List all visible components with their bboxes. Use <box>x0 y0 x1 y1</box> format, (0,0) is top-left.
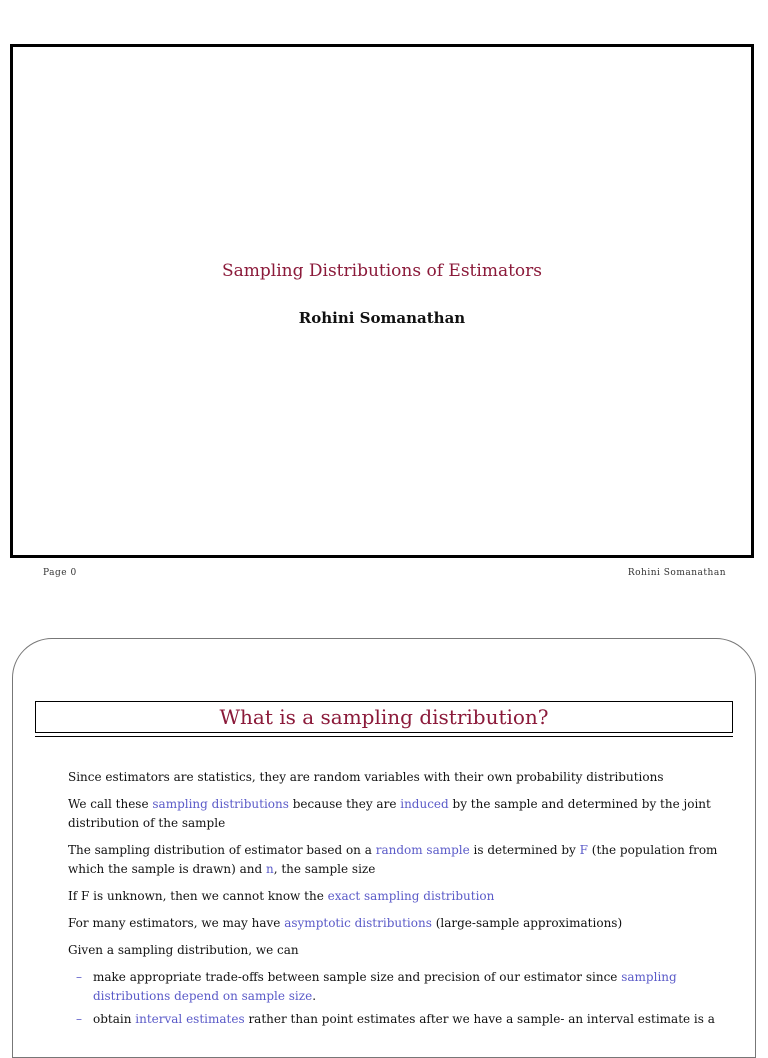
bullet-dash: – <box>76 970 82 984</box>
heading-divider <box>35 736 733 737</box>
text: We call these <box>68 797 153 811</box>
text: obtain <box>93 1012 136 1026</box>
highlight-term: sampling distributions <box>152 797 289 811</box>
paragraph-3 <box>68 841 730 879</box>
paragraph-4 <box>68 887 730 906</box>
paragraph-6: Given a sampling distribution, we can <box>68 943 299 957</box>
text: because they are <box>288 797 401 811</box>
title-slide <box>10 44 754 558</box>
text: . <box>312 989 317 1003</box>
text: by the sample and determined by the joint distribution of the sample <box>68 797 711 830</box>
paragraph-2 <box>68 795 730 833</box>
highlight-term: n <box>265 862 274 876</box>
highlight-term: exact sampling distribution <box>327 889 495 903</box>
highlight-term: asymptotic distributions <box>284 916 432 930</box>
text: is determined by <box>469 843 580 857</box>
text: (large-sample approximations) <box>431 916 623 930</box>
text: If F is unknown, then we cannot know the <box>68 889 328 903</box>
text: For many estimators, we may have <box>68 916 285 930</box>
slide-author: Rohini Somanathan <box>298 309 466 327</box>
slide-heading: What is a sampling distribution? <box>35 701 733 733</box>
bullet-item <box>68 1010 730 1029</box>
slide-content <box>68 768 730 1033</box>
bullet-list <box>68 968 730 1029</box>
footer-author: Rohini Somanathan <box>627 568 726 578</box>
text: make appropriate trade-offs between sample size and precision of our estimator since <box>93 970 622 984</box>
paragraph-1: Since estimators are statistics, they are random variables with their own probability distributions <box>68 770 664 784</box>
highlight-term: random sample <box>375 843 470 857</box>
text: (the population from which the sample is drawn) and <box>68 843 718 876</box>
text: rather than point estimates after we have a sample- an interval estimate is a <box>244 1012 715 1026</box>
page-number: Page 0 <box>43 568 77 578</box>
text: , the sample size <box>273 862 376 876</box>
highlight-term: induced <box>400 797 449 811</box>
bullet-item <box>68 968 730 1006</box>
slide-title: Sampling Distributions of Estimators <box>222 261 542 281</box>
highlight-term: sampling distributions depend on sample size <box>93 970 677 1003</box>
text: The sampling distribution of estimator based on a <box>68 843 376 857</box>
highlight-term: F <box>579 843 588 857</box>
highlight-term: interval estimates <box>135 1012 245 1026</box>
paragraph-5 <box>68 914 730 933</box>
bullet-dash: – <box>76 1012 82 1026</box>
